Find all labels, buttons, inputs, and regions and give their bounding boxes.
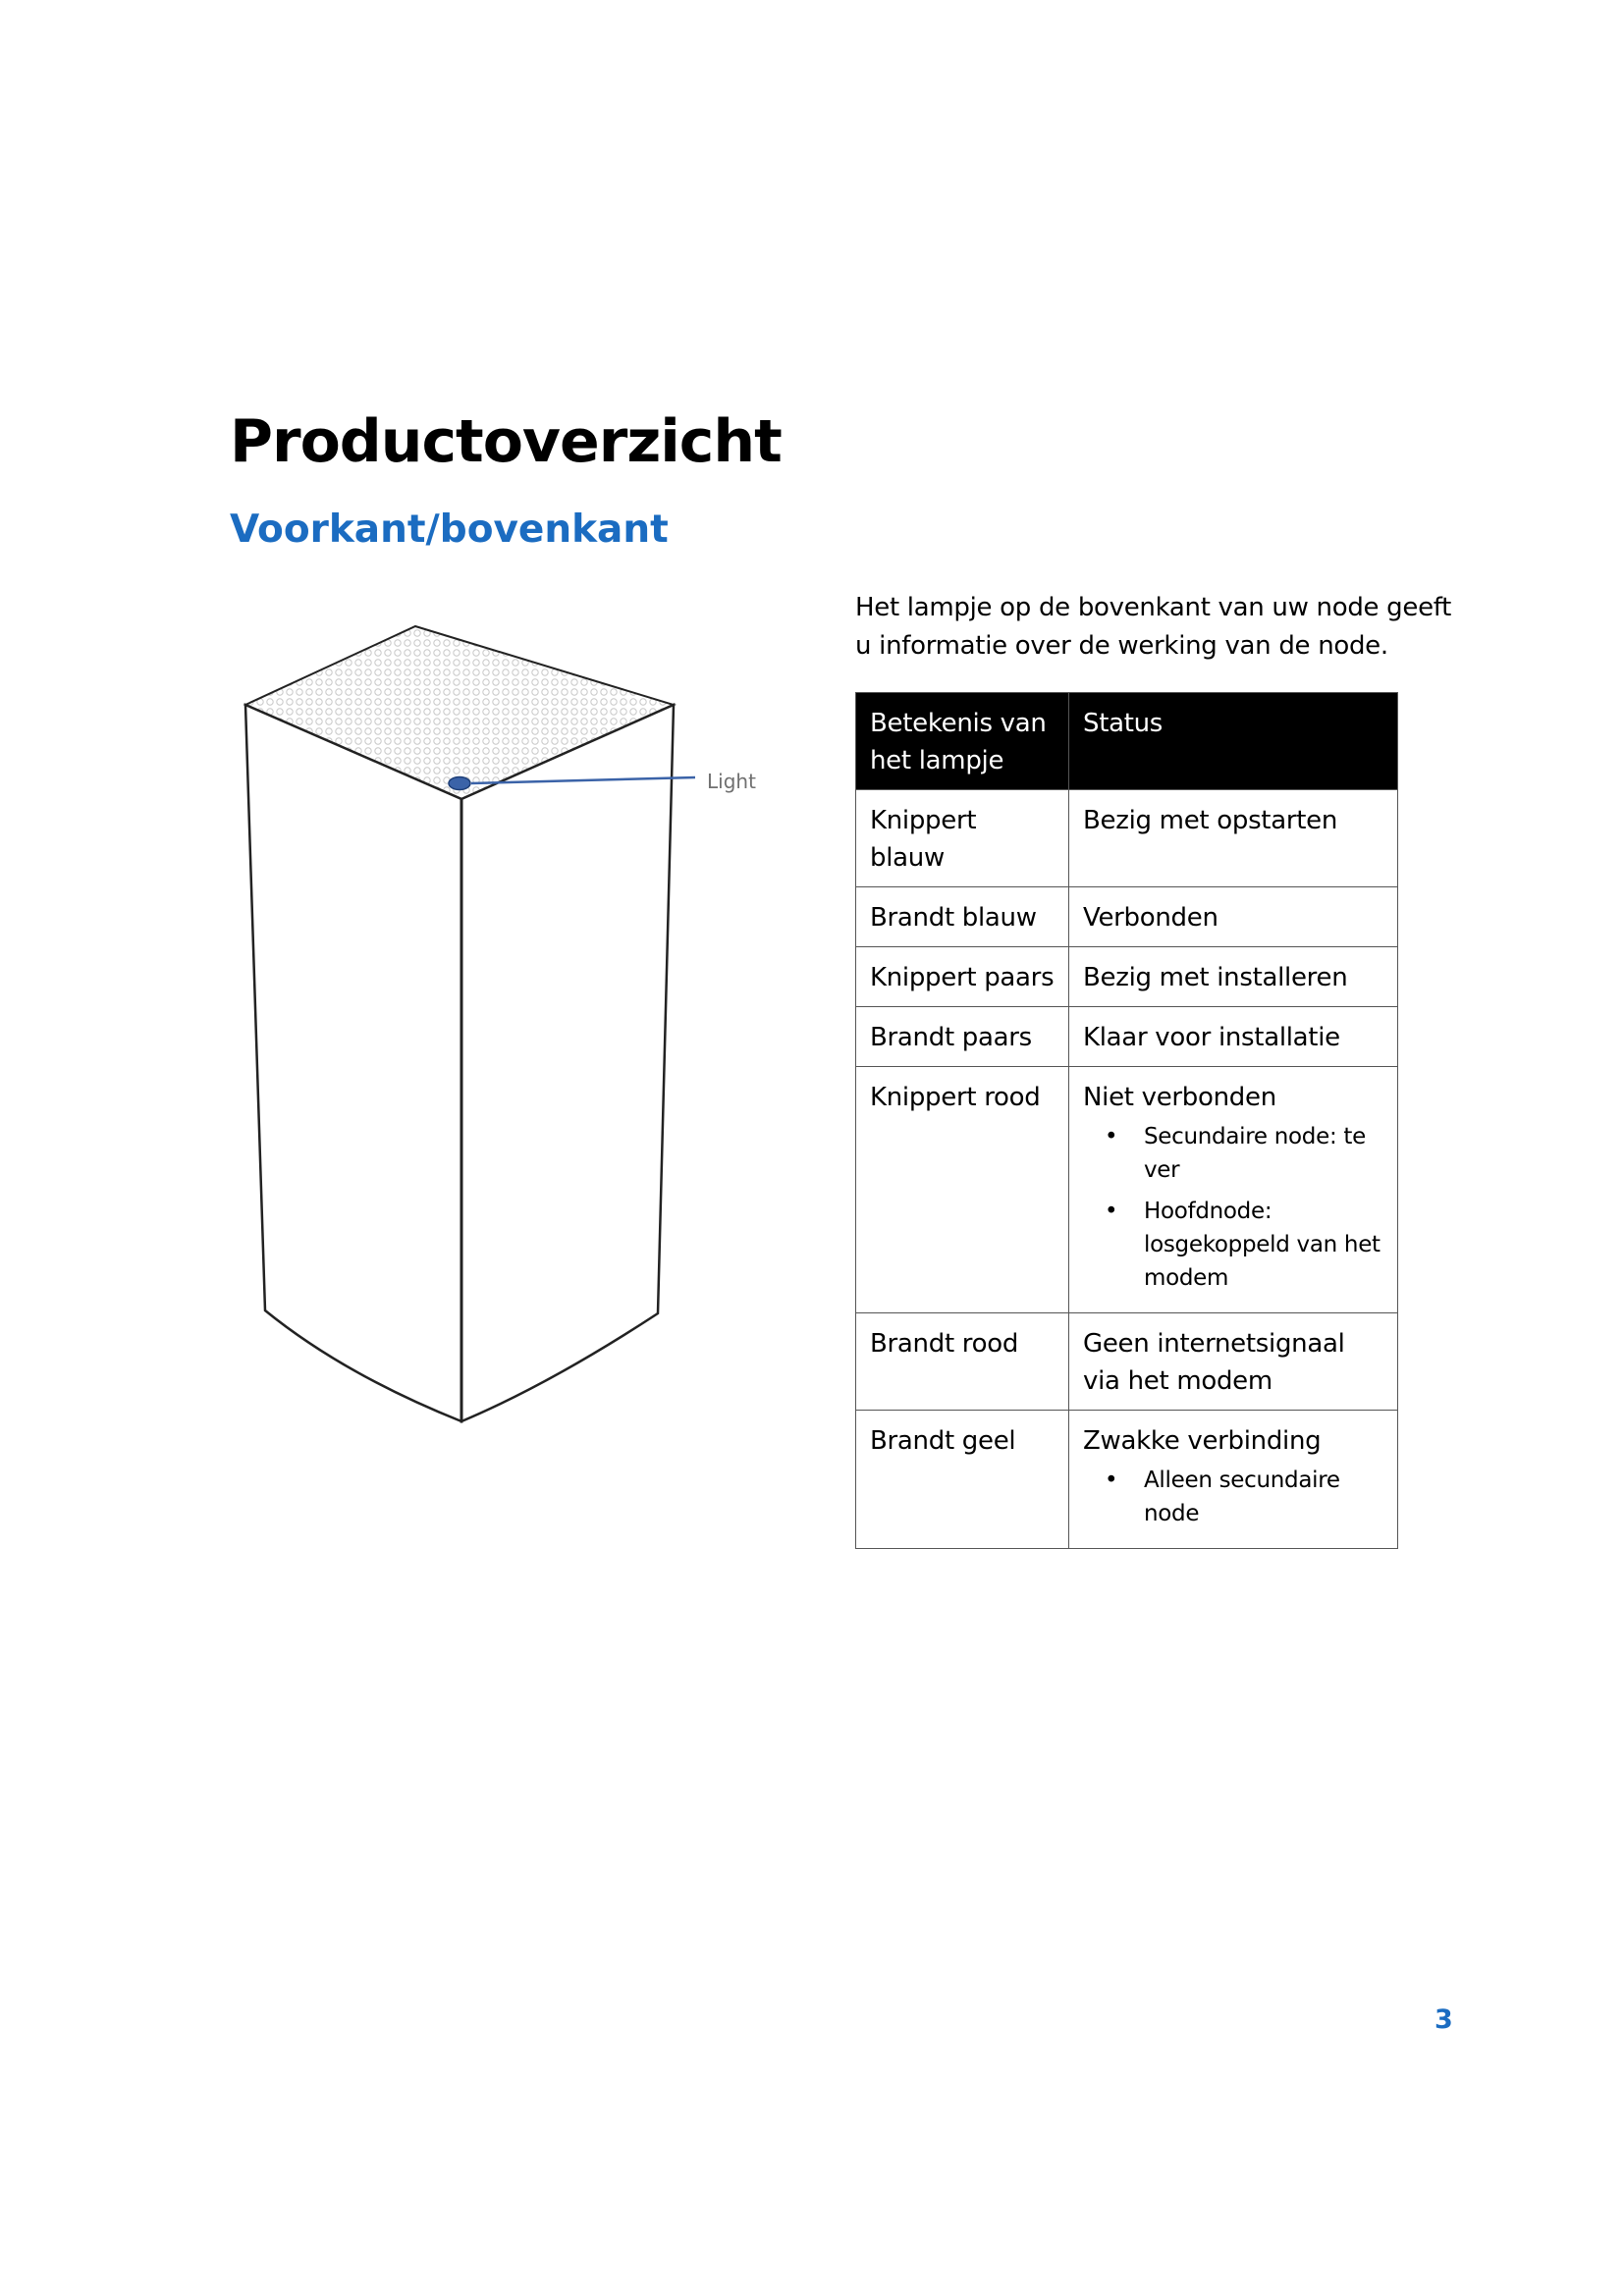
table-row — [856, 1411, 1398, 1549]
node-right-face — [461, 705, 674, 1421]
light-status-table — [855, 692, 1398, 1549]
meaning-cell: Knippert rood — [856, 1067, 1069, 1313]
table-row — [856, 1007, 1398, 1067]
status-cell: Klaar voor installatie — [1069, 1007, 1398, 1067]
table-row — [856, 1313, 1398, 1411]
status-cell — [1069, 1411, 1398, 1549]
status-light — [449, 777, 470, 790]
meaning-cell: Knippert paars — [856, 947, 1069, 1007]
column-header-status: Status — [1069, 693, 1398, 790]
column-header-meaning: Betekenis van het lampje — [856, 693, 1069, 790]
status-cell: Bezig met opstarten — [1069, 790, 1398, 887]
table-row — [856, 887, 1398, 947]
table-row — [856, 1067, 1398, 1313]
meaning-cell: Brandt paars — [856, 1007, 1069, 1067]
status-cell — [1069, 1067, 1398, 1313]
status-bullet-list — [1083, 1464, 1383, 1530]
table-header-row — [856, 693, 1398, 790]
status-cell: Geen internetsignaal via het modem — [1069, 1313, 1398, 1411]
meaning-cell: Brandt rood — [856, 1313, 1069, 1411]
meaning-cell: Knippert blauw — [856, 790, 1069, 887]
node-left-face — [245, 705, 461, 1421]
status-text: Zwakke verbinding — [1083, 1426, 1322, 1456]
intro-text: Het lampje op de bovenkant van uw node geeft u informatie over de werking van de node. — [855, 593, 1452, 661]
page-number: 3 — [1435, 2004, 1453, 2035]
status-bullet: • Secundaire node: te ver — [1144, 1120, 1383, 1187]
status-bullet: • Alleen secundaire node — [1144, 1464, 1383, 1530]
status-bullet: • Hoofdnode: losgekoppeld van het modem — [1144, 1195, 1383, 1295]
node-illustration — [226, 609, 776, 1433]
table-row — [856, 947, 1398, 1007]
status-cell: Bezig met installeren — [1069, 947, 1398, 1007]
status-text: Niet verbonden — [1083, 1083, 1276, 1112]
status-bullet-list — [1083, 1120, 1383, 1295]
meaning-cell: Brandt blauw — [856, 887, 1069, 947]
status-cell: Verbonden — [1069, 887, 1398, 947]
meaning-cell: Brandt geel — [856, 1411, 1069, 1549]
page-title: Productoverzicht — [230, 407, 782, 476]
table-row — [856, 790, 1398, 887]
light-callout-label: Light — [707, 770, 756, 793]
node-drawing — [226, 609, 776, 1433]
section-subtitle: Voorkant/bovenkant — [230, 507, 669, 552]
